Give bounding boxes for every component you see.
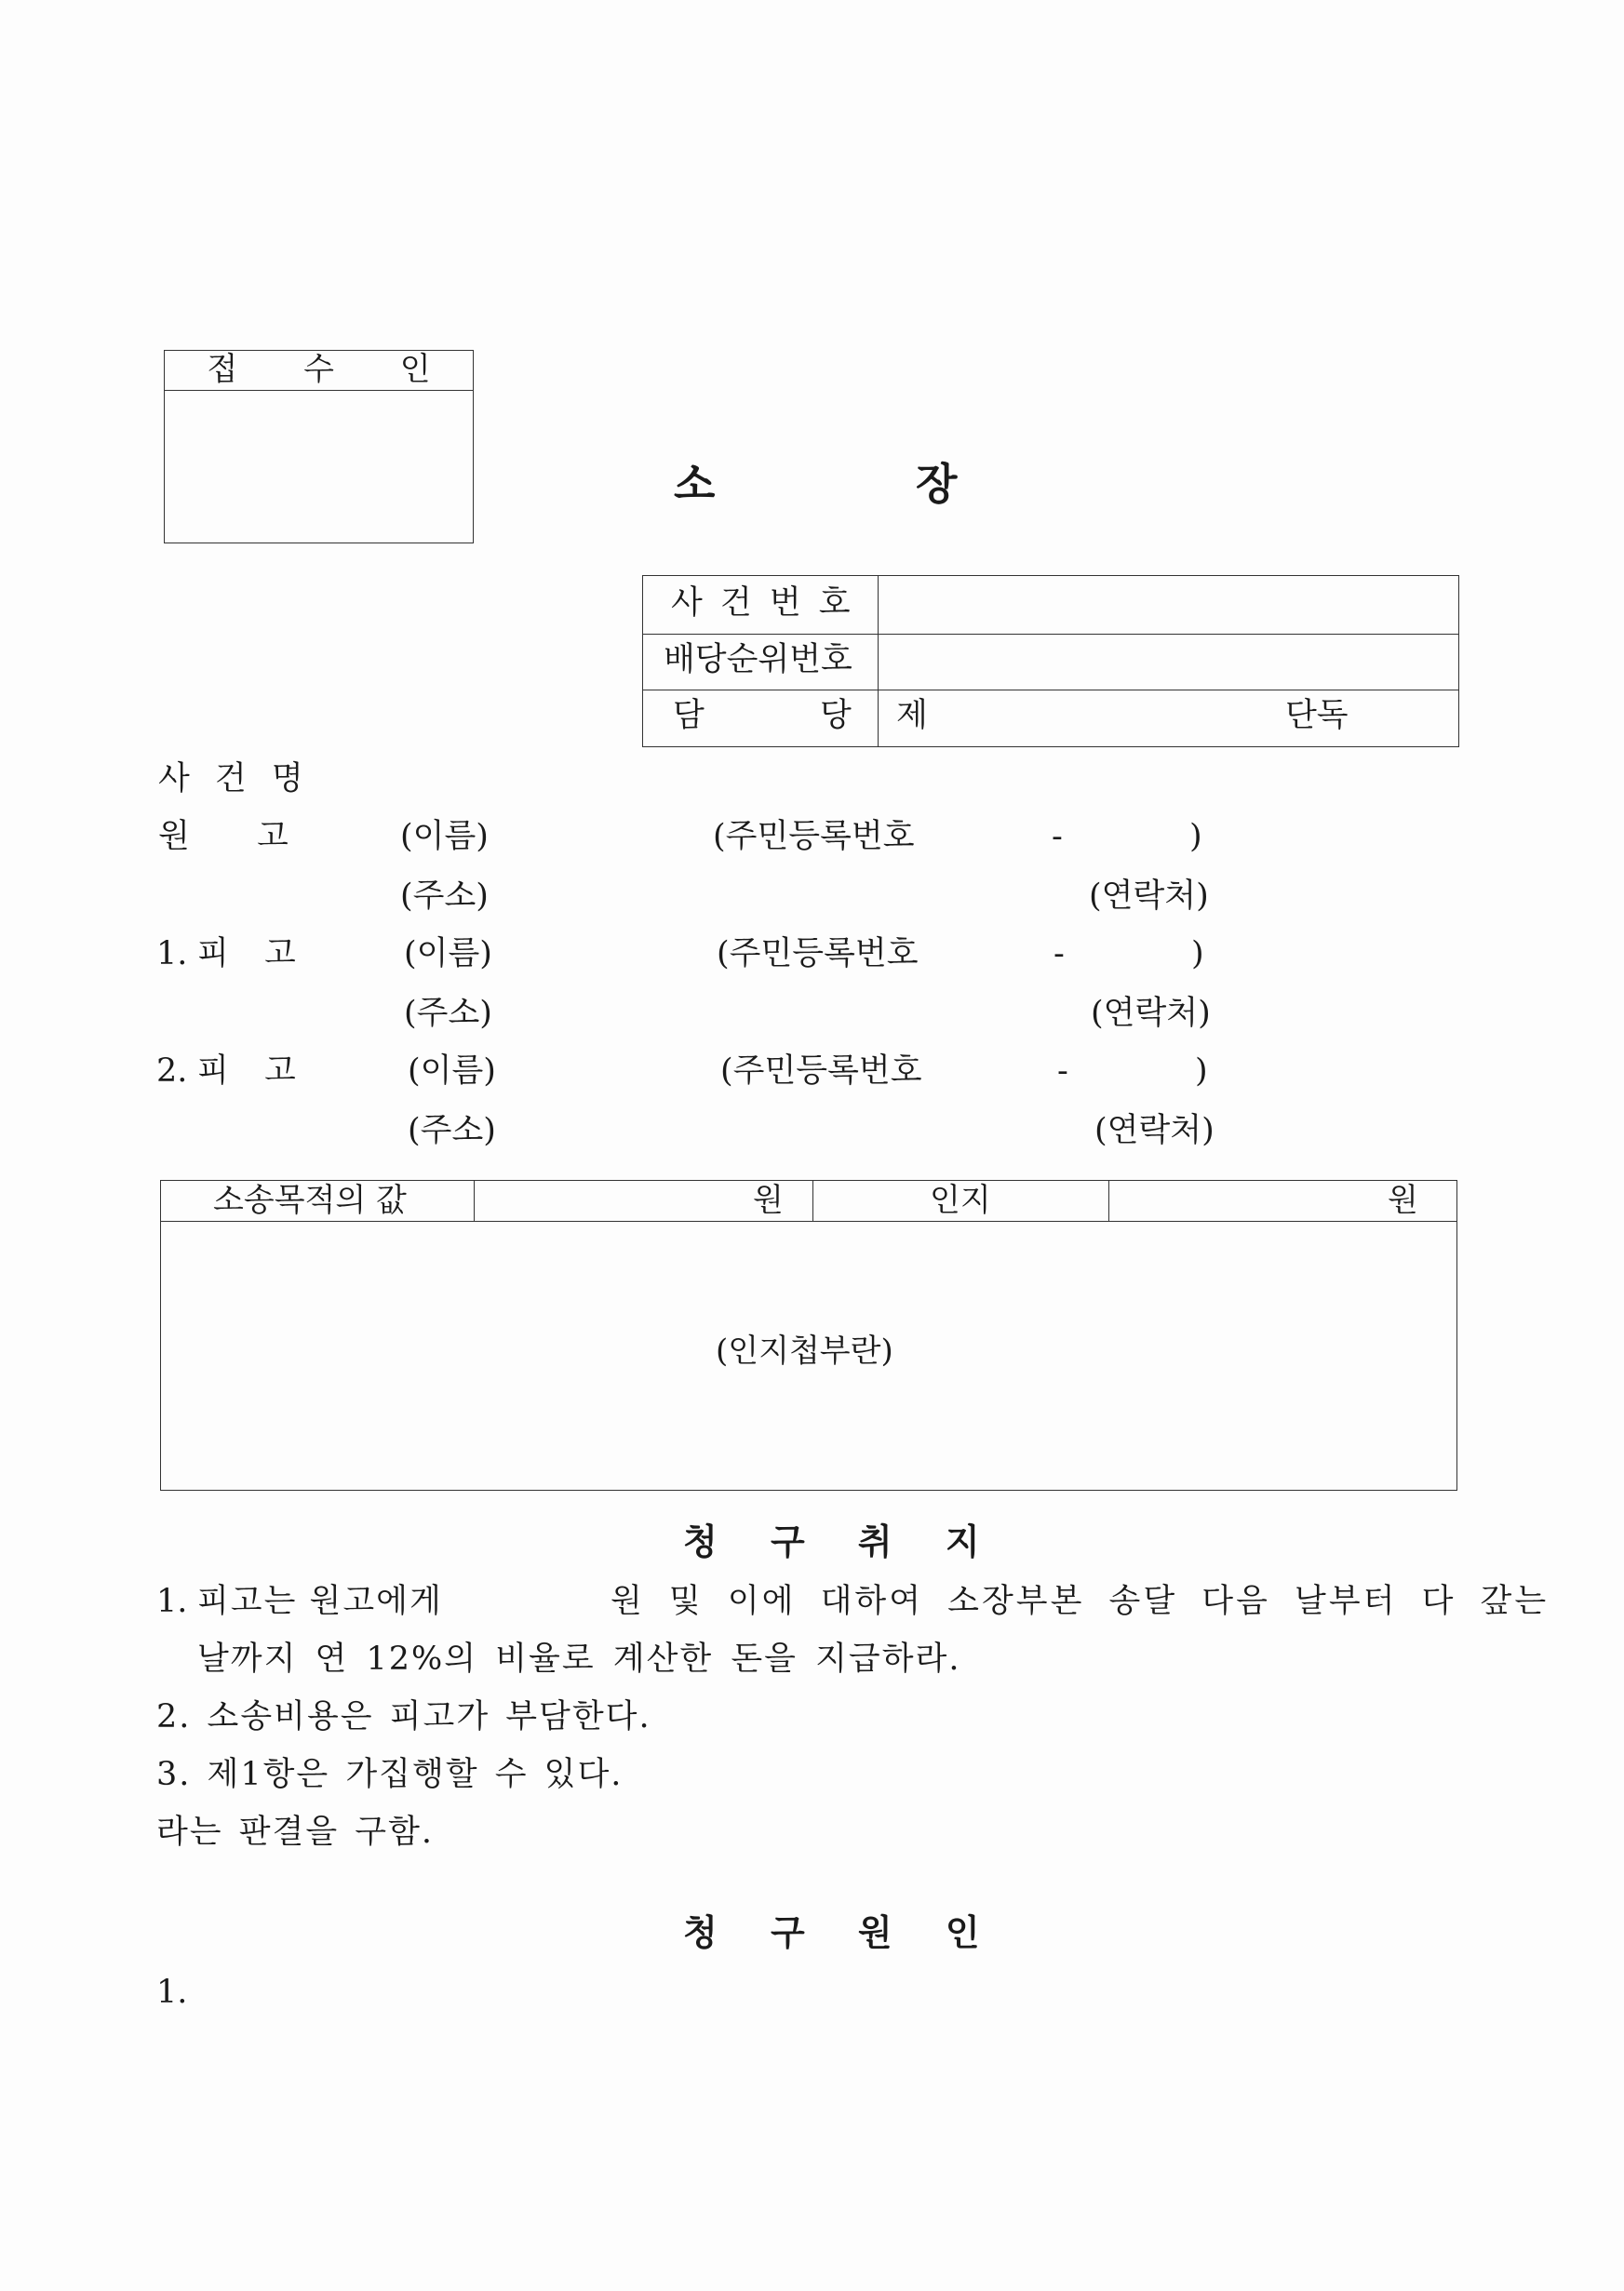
defendant1-id-label: (주민등록번호: [717, 935, 919, 972]
defendant2-id-label: (주민등록번호: [720, 1052, 922, 1090]
receipt-stamp-label: 접 수 인: [165, 351, 473, 391]
claim-item1-number: 1.: [156, 1583, 188, 1620]
plaintiff-label-2: 고: [257, 818, 289, 855]
claims-closing: 라는 판결을 구함.: [156, 1814, 435, 1851]
case-number-row: [643, 576, 1458, 635]
charge-label-2: 당: [820, 697, 852, 734]
defendant2-label-1: 피: [197, 1052, 229, 1090]
stamp-col-divider-3: [1108, 1181, 1109, 1222]
claim-value-unit: 원: [753, 1182, 784, 1219]
cause-item1: 1.: [156, 1974, 188, 2011]
defendant1-id-close: ): [1191, 935, 1204, 972]
case-info-table: [642, 575, 1459, 747]
stamp-col-divider-1: [474, 1181, 475, 1222]
defendant2-id-dash: -: [1057, 1052, 1068, 1090]
defendant2-name-label: (이름): [408, 1052, 496, 1090]
cause-title: 청 구 원 인: [683, 1911, 1000, 1953]
claims-title: 청 구 취 지: [683, 1521, 1000, 1562]
plaintiff-address-label: (주소): [400, 878, 489, 915]
receipt-stamp-box: [164, 350, 474, 543]
dividend-row: [643, 635, 1458, 690]
charge-label-1: 담: [673, 697, 705, 734]
case-name-label: 사 건 명: [158, 760, 311, 797]
defendant1-label-1: 피: [197, 935, 229, 972]
charge-row: [643, 690, 1458, 746]
plaintiff-id-dash: -: [1052, 818, 1063, 855]
stamp-attach-area: (인지첩부란): [716, 1333, 893, 1370]
stamp-label: 인지: [930, 1182, 991, 1219]
case-number-label: 사 건 번 호: [671, 584, 854, 622]
charge-suffix: 단독: [1285, 697, 1349, 734]
document-title-char-1: 소: [674, 459, 716, 509]
document-title-char-2: 장: [916, 459, 958, 509]
dividend-label: 배당순위번호: [664, 641, 852, 678]
claim-item1-part1: 피고는 원고에게: [197, 1583, 443, 1620]
plaintiff-contact-label: (연락처): [1089, 878, 1209, 915]
defendant1-name-label: (이름): [404, 935, 492, 972]
plaintiff-name-label: (이름): [400, 818, 489, 855]
claim-item1-line2: 날까지 연 12%의 비율로 계산한 돈을 지급하라.: [197, 1641, 961, 1678]
defendant1-id-dash: -: [1054, 935, 1065, 972]
defendant1-contact-label: (연락처): [1091, 995, 1211, 1032]
defendant2-address-label: (주소): [408, 1112, 496, 1149]
defendant1-address-label: (주소): [404, 995, 492, 1032]
claim-value-label: 소송목적의 값: [213, 1182, 407, 1219]
plaintiff-id-close: ): [1189, 818, 1202, 855]
defendant1-number: 1.: [156, 935, 188, 972]
claim-item1-part2: 원 및 이에 대하여 소장부본 송달 다음 날부터 다 갚는: [611, 1583, 1550, 1620]
stamp-col-divider-2: [812, 1181, 813, 1222]
stamp-unit: 원: [1388, 1182, 1418, 1219]
defendant2-label-2: 고: [264, 1052, 296, 1090]
defendant2-number: 2.: [156, 1052, 188, 1090]
claim-item3: 3. 제1항은 가집행할 수 있다.: [156, 1756, 624, 1793]
case-table-divider: [878, 576, 879, 746]
plaintiff-label-1: 원: [158, 818, 190, 855]
claim-item2: 2. 소송비용은 피고가 부담한다.: [156, 1698, 651, 1735]
defendant2-contact-label: (연락처): [1094, 1112, 1215, 1149]
defendant2-id-close: ): [1195, 1052, 1208, 1090]
stamp-fee-table: [160, 1180, 1457, 1491]
charge-prefix: 제: [896, 697, 928, 734]
plaintiff-id-label: (주민등록번호: [713, 818, 915, 855]
defendant1-label-2: 고: [264, 935, 296, 972]
